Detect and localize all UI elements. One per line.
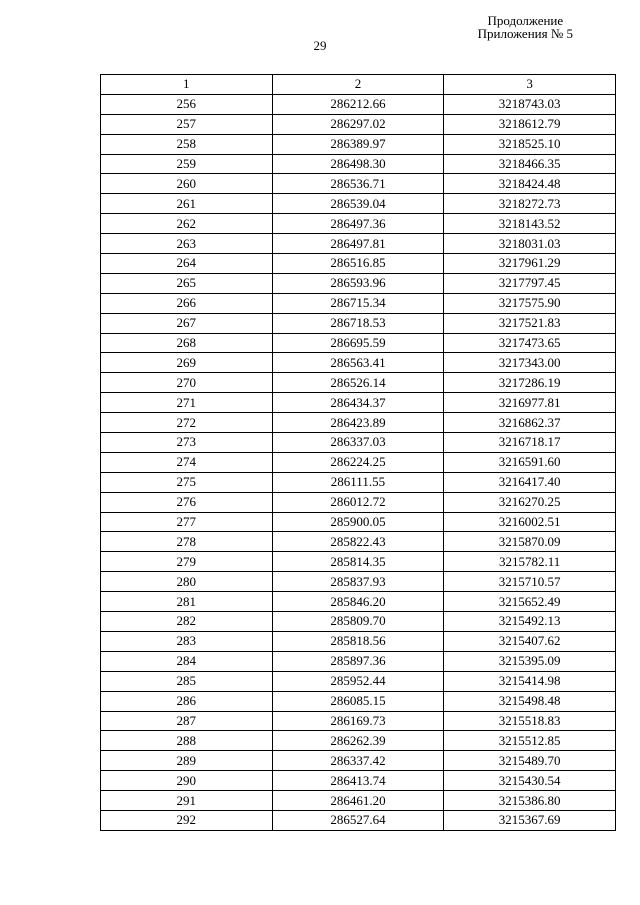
continuation-label: Продолжение [487, 13, 564, 28]
point-number-cell: 273 [101, 433, 273, 453]
x-coordinate-cell: 286413.74 [272, 771, 444, 791]
y-coordinate-cell: 3215512.85 [444, 731, 616, 751]
x-coordinate-cell: 285814.35 [272, 552, 444, 572]
y-coordinate-cell: 3215498.48 [444, 691, 616, 711]
point-number-cell: 286 [101, 691, 273, 711]
y-coordinate-cell: 3218466.35 [444, 154, 616, 174]
y-coordinate-cell: 3215870.09 [444, 532, 616, 552]
table-row [101, 293, 616, 313]
point-number-cell: 291 [101, 791, 273, 811]
table-row [101, 333, 616, 353]
y-coordinate-cell: 3216977.81 [444, 393, 616, 413]
y-coordinate-cell: 3215430.54 [444, 771, 616, 791]
y-coordinate-cell: 3217286.19 [444, 373, 616, 393]
y-coordinate-cell: 3215782.11 [444, 552, 616, 572]
table-row [101, 612, 616, 632]
x-coordinate-cell: 286224.25 [272, 452, 444, 472]
table-row [101, 810, 616, 830]
point-number-cell: 287 [101, 711, 273, 731]
x-coordinate-cell: 286297.02 [272, 114, 444, 134]
x-coordinate-cell: 286527.64 [272, 810, 444, 830]
y-coordinate-cell: 3215652.49 [444, 592, 616, 612]
x-coordinate-cell: 286497.36 [272, 214, 444, 234]
point-number-cell: 292 [101, 810, 273, 830]
x-coordinate-cell: 285809.70 [272, 612, 444, 632]
table-row [101, 492, 616, 512]
point-number-cell: 280 [101, 572, 273, 592]
y-coordinate-cell: 3215407.62 [444, 631, 616, 651]
table-row [101, 353, 616, 373]
table-row [101, 452, 616, 472]
y-coordinate-cell: 3218424.48 [444, 174, 616, 194]
table-row [101, 393, 616, 413]
point-number-cell: 267 [101, 313, 273, 333]
x-coordinate-cell: 286337.42 [272, 751, 444, 771]
coordinates-table [100, 74, 616, 831]
x-coordinate-cell: 286497.81 [272, 234, 444, 254]
table-row [101, 512, 616, 532]
table-row [101, 373, 616, 393]
y-coordinate-cell: 3215492.13 [444, 612, 616, 632]
x-coordinate-cell: 286434.37 [272, 393, 444, 413]
table-row [101, 234, 616, 254]
table-row [101, 313, 616, 333]
y-coordinate-cell: 3218031.03 [444, 234, 616, 254]
point-number-cell: 277 [101, 512, 273, 532]
table-row [101, 552, 616, 572]
point-number-cell: 269 [101, 353, 273, 373]
point-number-cell: 272 [101, 413, 273, 433]
point-number-cell: 290 [101, 771, 273, 791]
column-header-3: 3 [444, 75, 616, 95]
table-row [101, 174, 616, 194]
y-coordinate-cell: 3215489.70 [444, 751, 616, 771]
point-number-cell: 270 [101, 373, 273, 393]
appendix-continuation-note [478, 14, 573, 40]
y-coordinate-cell: 3217343.00 [444, 353, 616, 373]
y-coordinate-cell: 3215367.69 [444, 810, 616, 830]
point-number-cell: 259 [101, 154, 273, 174]
x-coordinate-cell: 286539.04 [272, 194, 444, 214]
point-number-cell: 284 [101, 651, 273, 671]
y-coordinate-cell: 3216270.25 [444, 492, 616, 512]
y-coordinate-cell: 3215395.09 [444, 651, 616, 671]
table-row [101, 592, 616, 612]
x-coordinate-cell: 286111.55 [272, 472, 444, 492]
y-coordinate-cell: 3218143.52 [444, 214, 616, 234]
table-row [101, 731, 616, 751]
point-number-cell: 264 [101, 254, 273, 274]
x-coordinate-cell: 286085.15 [272, 691, 444, 711]
x-coordinate-cell: 285837.93 [272, 572, 444, 592]
point-number-cell: 261 [101, 194, 273, 214]
y-coordinate-cell: 3216417.40 [444, 472, 616, 492]
x-coordinate-cell: 286169.73 [272, 711, 444, 731]
table-row [101, 651, 616, 671]
point-number-cell: 289 [101, 751, 273, 771]
x-coordinate-cell: 286563.41 [272, 353, 444, 373]
x-coordinate-cell: 286461.20 [272, 791, 444, 811]
point-number-cell: 279 [101, 552, 273, 572]
table-row [101, 631, 616, 651]
table-row [101, 791, 616, 811]
x-coordinate-cell: 286718.53 [272, 313, 444, 333]
table-body [101, 94, 616, 830]
table-row [101, 711, 616, 731]
y-coordinate-cell: 3215518.83 [444, 711, 616, 731]
x-coordinate-cell: 286715.34 [272, 293, 444, 313]
point-number-cell: 288 [101, 731, 273, 751]
point-number-cell: 262 [101, 214, 273, 234]
table-row [101, 214, 616, 234]
table-header-row [101, 75, 616, 95]
page-number: 29 [313, 38, 327, 53]
table-row [101, 671, 616, 691]
y-coordinate-cell: 3217575.90 [444, 293, 616, 313]
x-coordinate-cell: 286337.03 [272, 433, 444, 453]
x-coordinate-cell: 286695.59 [272, 333, 444, 353]
point-number-cell: 271 [101, 393, 273, 413]
x-coordinate-cell: 286526.14 [272, 373, 444, 393]
point-number-cell: 282 [101, 612, 273, 632]
x-coordinate-cell: 285846.20 [272, 592, 444, 612]
point-number-cell: 283 [101, 631, 273, 651]
x-coordinate-cell: 286516.85 [272, 254, 444, 274]
x-coordinate-cell: 286012.72 [272, 492, 444, 512]
y-coordinate-cell: 3218525.10 [444, 134, 616, 154]
y-coordinate-cell: 3215710.57 [444, 572, 616, 592]
x-coordinate-cell: 286423.89 [272, 413, 444, 433]
table-row [101, 413, 616, 433]
table-row [101, 94, 616, 114]
x-coordinate-cell: 285952.44 [272, 671, 444, 691]
y-coordinate-cell: 3216718.17 [444, 433, 616, 453]
table-row [101, 532, 616, 552]
y-coordinate-cell: 3218272.73 [444, 194, 616, 214]
x-coordinate-cell: 285897.36 [272, 651, 444, 671]
point-number-cell: 274 [101, 452, 273, 472]
table-row [101, 572, 616, 592]
table-row [101, 691, 616, 711]
x-coordinate-cell: 286389.97 [272, 134, 444, 154]
point-number-cell: 266 [101, 293, 273, 313]
point-number-cell: 260 [101, 174, 273, 194]
table-row [101, 114, 616, 134]
point-number-cell: 256 [101, 94, 273, 114]
table-row [101, 194, 616, 214]
x-coordinate-cell: 286593.96 [272, 273, 444, 293]
y-coordinate-cell: 3217797.45 [444, 273, 616, 293]
table-row [101, 273, 616, 293]
y-coordinate-cell: 3216002.51 [444, 512, 616, 532]
y-coordinate-cell: 3216862.37 [444, 413, 616, 433]
x-coordinate-cell: 285900.05 [272, 512, 444, 532]
point-number-cell: 263 [101, 234, 273, 254]
table-row [101, 751, 616, 771]
column-header-2: 2 [272, 75, 444, 95]
y-coordinate-cell: 3218743.03 [444, 94, 616, 114]
x-coordinate-cell: 285818.56 [272, 631, 444, 651]
point-number-cell: 285 [101, 671, 273, 691]
appendix-label: Приложения № 5 [477, 26, 573, 41]
table-row [101, 154, 616, 174]
table-row [101, 134, 616, 154]
y-coordinate-cell: 3215386.80 [444, 791, 616, 811]
point-number-cell: 278 [101, 532, 273, 552]
y-coordinate-cell: 3216591.60 [444, 452, 616, 472]
x-coordinate-cell: 286498.30 [272, 154, 444, 174]
table-row [101, 433, 616, 453]
x-coordinate-cell: 285822.43 [272, 532, 444, 552]
table-row [101, 771, 616, 791]
x-coordinate-cell: 286212.66 [272, 94, 444, 114]
x-coordinate-cell: 286262.39 [272, 731, 444, 751]
y-coordinate-cell: 3217521.83 [444, 313, 616, 333]
point-number-cell: 276 [101, 492, 273, 512]
y-coordinate-cell: 3217961.29 [444, 254, 616, 274]
point-number-cell: 281 [101, 592, 273, 612]
point-number-cell: 258 [101, 134, 273, 154]
point-number-cell: 268 [101, 333, 273, 353]
x-coordinate-cell: 286536.71 [272, 174, 444, 194]
column-header-1: 1 [101, 75, 273, 95]
table-row [101, 472, 616, 492]
point-number-cell: 265 [101, 273, 273, 293]
y-coordinate-cell: 3217473.65 [444, 333, 616, 353]
table-row [101, 254, 616, 274]
point-number-cell: 275 [101, 472, 273, 492]
point-number-cell: 257 [101, 114, 273, 134]
y-coordinate-cell: 3215414.98 [444, 671, 616, 691]
y-coordinate-cell: 3218612.79 [444, 114, 616, 134]
